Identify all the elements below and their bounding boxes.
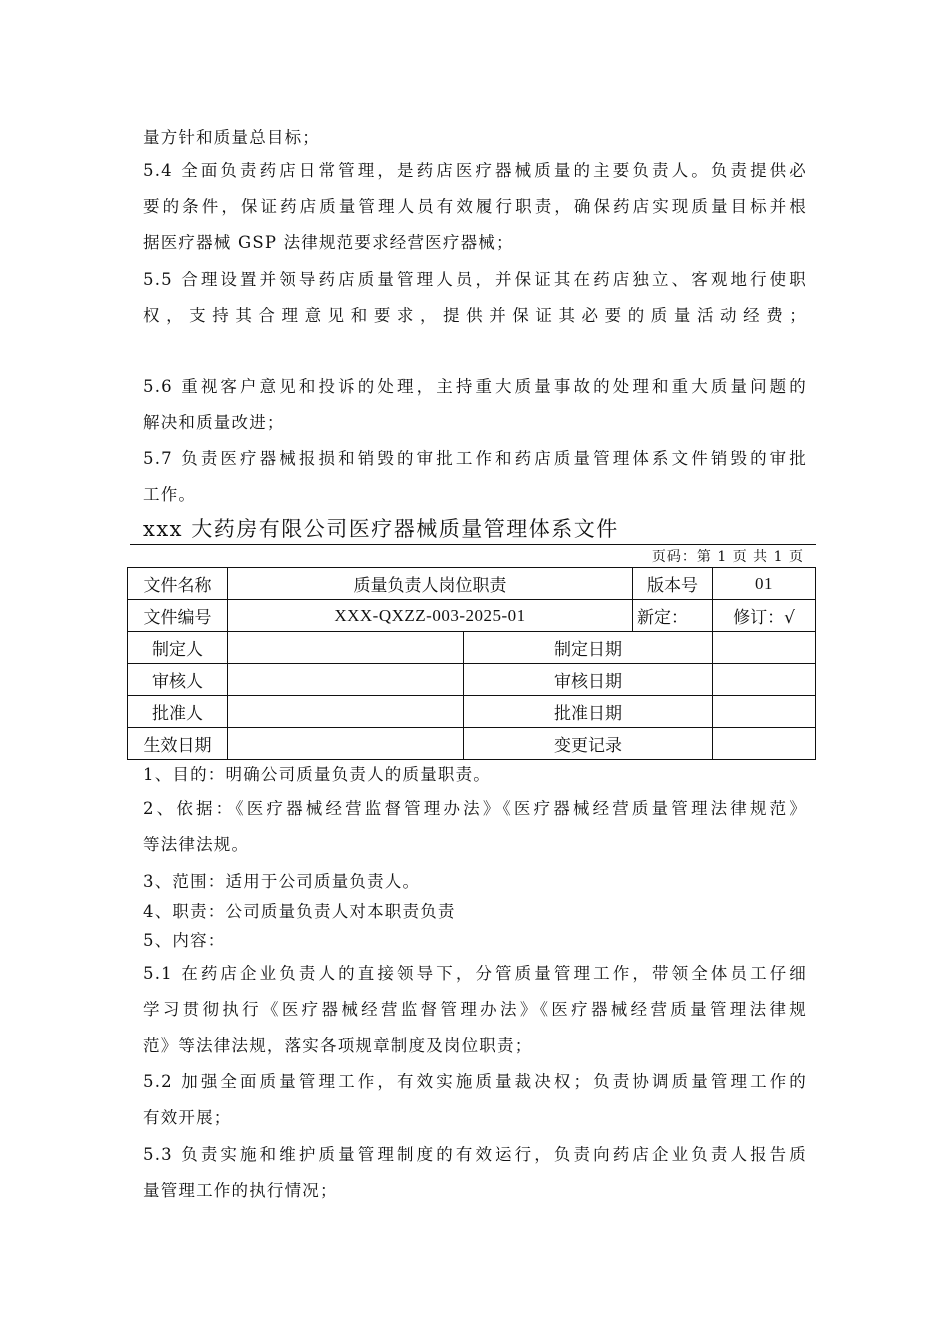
table-row: [128, 600, 816, 632]
effective-date-label: 生效日期: [128, 728, 228, 760]
table-row: [128, 696, 816, 728]
reviewer-label: 审核人: [128, 664, 228, 696]
checkmark-icon: √: [784, 608, 795, 628]
version-value: 01: [713, 568, 816, 600]
text-line: 5.2 加强全面质量管理工作，有效实施质量裁决权；负责协调质量管理工作的: [143, 1072, 807, 1091]
item-content: [143, 925, 807, 956]
text-line: 3、范围：适用于公司质量负责人。: [143, 872, 421, 891]
text-line: 量方针和质量总目标；: [143, 128, 320, 147]
paragraph-5-3: [143, 1137, 807, 1209]
table-row: [128, 728, 816, 760]
item-duty: [143, 896, 807, 927]
approver-label: 批准人: [128, 696, 228, 728]
text-line: 等法律法规。: [143, 835, 250, 854]
text-line: 量管理工作的执行情况；: [143, 1181, 338, 1200]
text-line: 5.3 负责实施和维护质量管理制度的有效运行，负责向药店企业负责人报告质: [143, 1145, 807, 1164]
paragraph-5-1: [143, 956, 807, 1064]
text-line: 据医疗器械 GSP 法律规范要求经营医疗器械；: [143, 233, 514, 252]
paragraph-5-6: [143, 369, 807, 441]
text-line: 解决和质量改进；: [143, 413, 285, 432]
text-line: 工作。: [143, 485, 197, 504]
table-row: [128, 664, 816, 696]
text-line: 5.5 合理设置并领导药店质量管理人员，并保证其在药店独立、客观地行使职: [143, 270, 807, 289]
page-number: 页码：第 1 页 共 1 页: [651, 549, 804, 565]
table-row: [128, 632, 816, 664]
text-line: 要的条件，保证药店质量管理人员有效履行职责，确保药店实现质量目标并根: [143, 197, 807, 216]
paragraph-continuation: [143, 120, 807, 156]
document-info-table: [127, 567, 816, 760]
text-line: 范》等法律法规，落实各项规章制度及岗位职责；: [143, 1036, 533, 1055]
file-code-label: 文件编号: [128, 600, 228, 632]
item-purpose: [143, 759, 807, 790]
drafter-label: 制定人: [128, 632, 228, 664]
approve-date-label: 批准日期: [464, 696, 713, 728]
paragraph-5-2: [143, 1064, 807, 1136]
revise-label: 修订：: [733, 608, 785, 628]
approve-date-value: [713, 696, 816, 728]
change-record-value: [713, 728, 816, 760]
approver-value: [228, 696, 464, 728]
text-line: 1、目的：明确公司质量负责人的质量职责。: [143, 765, 491, 784]
table-row: [128, 568, 816, 600]
text-line: 5.1 在药店企业负责人的直接领导下，分管质量管理工作，带领全体员工仔细: [143, 964, 807, 983]
drafter-value: [228, 632, 464, 664]
version-label: 版本号: [633, 568, 713, 600]
text-line: 5.7 负责医疗器械报损和销毁的审批工作和药店质量管理体系文件销毁的审批: [143, 449, 807, 468]
text-line: 5.6 重视客户意见和投诉的处理，主持重大质量事故的处理和重大质量问题的: [143, 377, 807, 396]
item-scope: [143, 866, 807, 897]
text-line: 5、内容：: [143, 931, 226, 950]
text-line: 4、职责：公司质量负责人对本职责负责: [143, 902, 456, 921]
document-title: xxx 大药房有限公司医疗器械质量管理体系文件: [143, 517, 619, 541]
title-divider: [130, 544, 816, 545]
text-line: 学习贯彻执行《医疗器械经营监督管理办法》《医疗器械经营质量管理法律规: [143, 1000, 807, 1019]
text-line: 有效开展；: [143, 1108, 232, 1127]
revise-cell: [713, 600, 816, 632]
file-code-value: XXX-QXZZ-003-2025-01: [228, 600, 633, 632]
effective-date-value: [228, 728, 464, 760]
draft-date-value: [713, 632, 816, 664]
text-line: 5.4 全面负责药店日常管理，是药店医疗器械质量的主要负责人。负责提供必: [143, 161, 807, 180]
paragraph-5-4: [143, 153, 807, 261]
item-basis: [143, 791, 807, 863]
file-name-label: 文件名称: [128, 568, 228, 600]
text-line: 权，支持其合理意见和要求，提供并保证其必要的质量活动经费；: [143, 306, 807, 325]
paragraph-5-5: [143, 262, 807, 334]
draft-date-label: 制定日期: [464, 632, 713, 664]
change-record-label: 变更记录: [464, 728, 713, 760]
reviewer-value: [228, 664, 464, 696]
paragraph-5-7: [143, 441, 807, 513]
review-date-label: 审核日期: [464, 664, 713, 696]
review-date-value: [713, 664, 816, 696]
new-label: 新定：: [633, 600, 713, 632]
file-name-value: 质量负责人岗位职责: [228, 568, 633, 600]
text-line: 2、依据：《医疗器械经营监督管理办法》《医疗器械经营质量管理法律规范》: [143, 799, 807, 818]
